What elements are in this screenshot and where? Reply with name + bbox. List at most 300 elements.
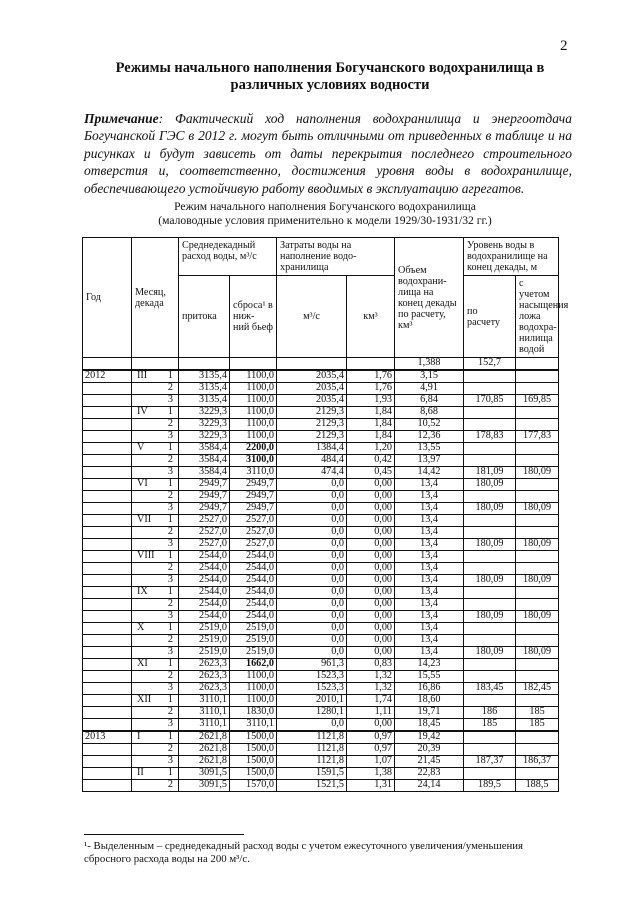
year-cell	[83, 695, 132, 707]
inflow-cell: 2544,0	[179, 599, 230, 611]
water-cost-km3-cell: 0,00	[347, 623, 395, 635]
volume-cell: 13,4	[395, 563, 464, 575]
month-cell	[132, 527, 179, 539]
table-row	[83, 407, 559, 419]
inflow-cell: 3229,3	[179, 419, 230, 431]
month-label: VIII	[137, 550, 155, 562]
discharge-cell: 2527,0	[230, 527, 277, 539]
month-cell	[132, 395, 179, 407]
level-calc-cell: 180,09	[464, 503, 516, 515]
year-cell	[83, 419, 132, 431]
discharge-cell: 1100,0	[230, 683, 277, 695]
water-cost-km3-cell: 0,00	[347, 539, 395, 551]
month-cell	[132, 419, 179, 431]
level-calc-cell	[464, 383, 516, 395]
level-calc-cell	[464, 515, 516, 527]
initial-row	[83, 358, 559, 371]
inflow-cell: 2519,0	[179, 623, 230, 635]
volume-cell: 13,55	[395, 443, 464, 455]
water-cost-m3s-cell: 0,0	[277, 539, 347, 551]
note-paragraph	[84, 110, 572, 197]
volume-cell: 13,4	[395, 539, 464, 551]
table-row	[83, 383, 559, 395]
volume-cell: 24,14	[395, 780, 464, 792]
water-cost-m3s-cell: 1384,4	[277, 443, 347, 455]
month-cell	[132, 611, 179, 623]
level-calc-cell	[464, 527, 516, 539]
month-cell	[132, 671, 179, 683]
volume-cell: 21,45	[395, 756, 464, 768]
level-calc-cell: 183,45	[464, 683, 516, 695]
discharge-cell: 1100,0	[230, 407, 277, 419]
header-water-cost: Затраты воды на наполнение водо- хранилища	[277, 238, 395, 276]
year-cell	[83, 647, 132, 659]
level-bed-cell	[516, 383, 559, 395]
water-cost-m3s-cell: 0,0	[277, 575, 347, 587]
level-calc-cell: 187,37	[464, 756, 516, 768]
water-cost-km3-cell: 1,38	[347, 768, 395, 780]
decade-label: 1	[167, 658, 173, 670]
month-cell	[132, 491, 179, 503]
volume-cell: 13,4	[395, 599, 464, 611]
volume-cell: 13,4	[395, 527, 464, 539]
volume-cell: 6,84	[395, 395, 464, 407]
inflow-cell: 2544,0	[179, 563, 230, 575]
discharge-cell: 1100,0	[230, 383, 277, 395]
table-row	[83, 599, 559, 611]
table-row	[83, 455, 559, 467]
inflow-cell: 3135,4	[179, 383, 230, 395]
table-row	[83, 744, 559, 756]
month-cell	[132, 515, 179, 527]
table-row	[83, 780, 559, 792]
discharge-cell: 2519,0	[230, 647, 277, 659]
water-cost-m3s-cell: 0,0	[277, 635, 347, 647]
month-cell	[132, 455, 179, 467]
inflow-cell: 3135,4	[179, 395, 230, 407]
year-cell	[83, 455, 132, 467]
water-cost-km3-cell: 1,76	[347, 370, 395, 383]
year-cell	[83, 768, 132, 780]
year-cell	[83, 491, 132, 503]
inflow-cell: 2949,7	[179, 479, 230, 491]
month-cell	[132, 370, 179, 383]
header-km3: км³	[347, 276, 395, 358]
decade-label: 1	[167, 406, 173, 418]
month-cell	[132, 756, 179, 768]
header-discharge: сброса¹ в ниж- ний бьеф	[230, 276, 277, 358]
level-calc-cell	[464, 455, 516, 467]
level-calc-cell: 186	[464, 707, 516, 719]
water-cost-m3s-cell: 0,0	[277, 563, 347, 575]
discharge-cell: 1500,0	[230, 768, 277, 780]
water-cost-m3s-cell: 2010,1	[277, 695, 347, 707]
inflow-cell: 3110,1	[179, 707, 230, 719]
table-row	[83, 635, 559, 647]
month-label: II	[137, 767, 144, 779]
water-cost-km3-cell: 0,00	[347, 563, 395, 575]
level-calc-cell: 170,85	[464, 395, 516, 407]
level-calc-cell	[464, 659, 516, 671]
water-cost-km3-cell: 0,83	[347, 659, 395, 671]
month-cell	[132, 563, 179, 575]
inflow-cell: 2623,3	[179, 671, 230, 683]
header-volume: Объем водохрани- лища на конец декады по расчету, км³	[395, 238, 464, 358]
year-cell	[83, 659, 132, 671]
year-cell	[83, 551, 132, 563]
level-calc-cell	[464, 635, 516, 647]
footnote	[84, 840, 554, 866]
level-bed-cell	[516, 768, 559, 780]
water-cost-m3s-cell: 0,0	[277, 479, 347, 491]
discharge-cell: 2200,0	[230, 443, 277, 455]
inflow-cell: 2621,8	[179, 731, 230, 744]
header-level: Уровень воды в водохранилище на конец декады, м	[464, 238, 559, 276]
year-cell	[83, 599, 132, 611]
decade-label: 1	[167, 586, 173, 598]
water-cost-km3-cell: 0,00	[347, 575, 395, 587]
month-cell	[132, 431, 179, 443]
footnote-line-2: сбросного расхода воды на 200 м³/с.	[84, 853, 250, 865]
table-row	[83, 623, 559, 635]
water-cost-m3s-cell: 0,0	[277, 719, 347, 732]
volume-cell: 14,42	[395, 467, 464, 479]
level-bed-cell	[516, 659, 559, 671]
water-cost-m3s-cell: 1591,5	[277, 768, 347, 780]
water-cost-km3-cell: 0,00	[347, 551, 395, 563]
table-caption	[90, 200, 560, 227]
note-label: Примечание	[84, 111, 159, 126]
level-calc-cell	[464, 551, 516, 563]
level-bed-cell	[516, 479, 559, 491]
inflow-cell: 3110,1	[179, 695, 230, 707]
decade-label: 2	[167, 562, 173, 574]
level-calc-cell	[464, 731, 516, 744]
water-cost-km3-cell: 0,00	[347, 479, 395, 491]
water-cost-km3-cell: 0,00	[347, 503, 395, 515]
year-cell	[83, 443, 132, 455]
discharge-cell: 2519,0	[230, 623, 277, 635]
year-cell	[83, 587, 132, 599]
volume-cell: 13,4	[395, 503, 464, 515]
volume-cell: 19,71	[395, 707, 464, 719]
month-label: XII	[137, 694, 152, 706]
level-bed-cell	[516, 455, 559, 467]
inflow-cell: 2527,0	[179, 515, 230, 527]
water-cost-km3-cell: 1,20	[347, 443, 395, 455]
level-calc-cell	[464, 491, 516, 503]
year-cell	[83, 635, 132, 647]
month-label: I	[137, 731, 141, 743]
volume-cell: 13,4	[395, 575, 464, 587]
inflow-cell: 2949,7	[179, 503, 230, 515]
decade-label: 3	[167, 502, 173, 514]
volume-cell: 10,52	[395, 419, 464, 431]
water-cost-km3-cell: 0,45	[347, 467, 395, 479]
water-cost-km3-cell: 0,97	[347, 744, 395, 756]
year-cell	[83, 744, 132, 756]
table-row	[83, 491, 559, 503]
discharge-cell: 2544,0	[230, 551, 277, 563]
month-cell	[132, 731, 179, 744]
caption-line-1: Режим начального наполнения Богучанского водохранилища	[174, 200, 476, 213]
table-row	[83, 611, 559, 623]
decade-label: 2	[167, 454, 173, 466]
table-row	[83, 768, 559, 780]
discharge-cell: 1830,0	[230, 707, 277, 719]
inflow-cell: 3229,3	[179, 407, 230, 419]
level-bed-cell: 180,09	[516, 539, 559, 551]
level-calc-cell: 180,09	[464, 575, 516, 587]
water-cost-km3-cell: 1,11	[347, 707, 395, 719]
month-cell	[132, 623, 179, 635]
level-bed-cell	[516, 443, 559, 455]
inflow-cell: 3229,3	[179, 431, 230, 443]
table-row	[83, 503, 559, 515]
level-calc-cell: 180,09	[464, 479, 516, 491]
table-row	[83, 695, 559, 707]
discharge-cell: 3110,1	[230, 719, 277, 732]
volume-cell: 8,68	[395, 407, 464, 419]
level-calc-cell	[464, 563, 516, 575]
table-row	[83, 671, 559, 683]
inflow-cell: 2519,0	[179, 647, 230, 659]
table-row	[83, 707, 559, 719]
filling-regime-table	[82, 237, 569, 792]
discharge-cell: 2544,0	[230, 599, 277, 611]
water-cost-m3s-cell: 2035,4	[277, 383, 347, 395]
level-bed-cell: 185	[516, 707, 559, 719]
level-bed-cell	[516, 599, 559, 611]
volume-cell: 13,4	[395, 515, 464, 527]
inflow-cell: 2544,0	[179, 551, 230, 563]
inflow-cell: 2621,8	[179, 756, 230, 768]
inflow-cell: 2544,0	[179, 575, 230, 587]
inflow-cell: 3584,4	[179, 467, 230, 479]
discharge-cell: 2949,7	[230, 503, 277, 515]
discharge-cell: 1100,0	[230, 671, 277, 683]
caption-line-2: (маловодные условия применительно к модели 1929/30-1931/32 гг.)	[158, 213, 492, 227]
water-cost-km3-cell: 0,00	[347, 491, 395, 503]
volume-cell: 15,55	[395, 671, 464, 683]
inflow-cell: 2544,0	[179, 587, 230, 599]
discharge-cell: 1100,0	[230, 395, 277, 407]
decade-label: 2	[167, 634, 173, 646]
decade-label: 3	[167, 466, 173, 478]
footnote-line-1: ¹- Выделенным – среднедекадный расход воды с учетом ежесуточного увеличения/уменьшения	[84, 840, 524, 852]
discharge-cell: 1570,0	[230, 780, 277, 792]
level-bed-cell	[516, 515, 559, 527]
water-cost-m3s-cell: 474,4	[277, 467, 347, 479]
decade-label: 1	[167, 622, 173, 634]
water-cost-m3s-cell: 1121,8	[277, 756, 347, 768]
month-cell	[132, 479, 179, 491]
month-label: X	[137, 622, 145, 634]
initial-volume: 1,388	[395, 358, 464, 371]
year-cell	[83, 515, 132, 527]
level-calc-cell	[464, 370, 516, 383]
level-bed-cell	[516, 563, 559, 575]
discharge-cell: 2544,0	[230, 587, 277, 599]
volume-cell: 14,23	[395, 659, 464, 671]
month-cell	[132, 659, 179, 671]
level-bed-cell: 180,09	[516, 611, 559, 623]
year-cell	[83, 395, 132, 407]
year-cell	[83, 575, 132, 587]
level-bed-cell: 180,09	[516, 575, 559, 587]
decade-label: 2	[167, 598, 173, 610]
discharge-cell: 3110,0	[230, 467, 277, 479]
decade-label: 2	[167, 490, 173, 502]
month-label: IX	[137, 586, 148, 598]
discharge-cell: 2544,0	[230, 575, 277, 587]
volume-cell: 20,39	[395, 744, 464, 756]
month-cell	[132, 407, 179, 419]
level-calc-cell	[464, 768, 516, 780]
level-calc-cell	[464, 443, 516, 455]
year-cell	[83, 611, 132, 623]
discharge-cell: 2949,7	[230, 491, 277, 503]
table-row	[83, 719, 559, 732]
water-cost-km3-cell: 1,84	[347, 419, 395, 431]
volume-cell: 3,15	[395, 370, 464, 383]
table-row	[83, 515, 559, 527]
water-cost-km3-cell: 0,42	[347, 455, 395, 467]
volume-cell: 18,45	[395, 719, 464, 732]
water-cost-m3s-cell: 0,0	[277, 551, 347, 563]
water-cost-m3s-cell: 961,3	[277, 659, 347, 671]
decade-label: 2	[167, 743, 173, 755]
month-cell	[132, 575, 179, 587]
water-cost-m3s-cell: 2129,3	[277, 431, 347, 443]
initial-level: 152,7	[464, 358, 516, 371]
table-row	[83, 370, 559, 383]
month-cell	[132, 443, 179, 455]
volume-cell: 19,42	[395, 731, 464, 744]
document-title	[70, 60, 590, 94]
decade-label: 2	[167, 418, 173, 430]
volume-cell: 13,97	[395, 455, 464, 467]
discharge-cell: 1500,0	[230, 756, 277, 768]
water-cost-m3s-cell: 0,0	[277, 515, 347, 527]
month-cell	[132, 467, 179, 479]
month-cell	[132, 599, 179, 611]
water-cost-m3s-cell: 0,0	[277, 527, 347, 539]
water-cost-km3-cell: 0,00	[347, 719, 395, 732]
water-cost-m3s-cell: 0,0	[277, 611, 347, 623]
month-label: IV	[137, 406, 148, 418]
year-cell	[83, 563, 132, 575]
level-bed-cell	[516, 491, 559, 503]
level-bed-cell: 169,85	[516, 395, 559, 407]
discharge-cell: 2544,0	[230, 563, 277, 575]
water-cost-m3s-cell: 0,0	[277, 491, 347, 503]
title-line-2: различных условиях водности	[230, 77, 430, 93]
level-calc-cell	[464, 695, 516, 707]
page-number: 2	[560, 38, 568, 54]
year-cell: 2013	[83, 731, 132, 744]
level-bed-cell	[516, 744, 559, 756]
level-calc-cell: 178,83	[464, 431, 516, 443]
water-cost-km3-cell: 1,76	[347, 383, 395, 395]
inflow-cell: 2623,3	[179, 683, 230, 695]
discharge-cell: 2949,7	[230, 479, 277, 491]
inflow-cell: 3135,4	[179, 370, 230, 383]
table-row	[83, 587, 559, 599]
water-cost-km3-cell: 0,00	[347, 587, 395, 599]
month-cell	[132, 647, 179, 659]
header-m3s: м³/с	[277, 276, 347, 358]
level-bed-cell: 186,37	[516, 756, 559, 768]
volume-cell: 4,91	[395, 383, 464, 395]
volume-cell: 12,36	[395, 431, 464, 443]
level-bed-cell	[516, 671, 559, 683]
volume-cell: 13,4	[395, 623, 464, 635]
inflow-cell: 2527,0	[179, 527, 230, 539]
water-cost-m3s-cell: 484,4	[277, 455, 347, 467]
decade-label: 2	[167, 382, 173, 394]
water-cost-m3s-cell: 2129,3	[277, 419, 347, 431]
volume-cell: 13,4	[395, 635, 464, 647]
discharge-cell: 1100,0	[230, 419, 277, 431]
table-row	[83, 431, 559, 443]
month-cell	[132, 695, 179, 707]
month-label: III	[137, 370, 148, 382]
year-cell	[83, 431, 132, 443]
table-row	[83, 731, 559, 744]
table-row	[83, 539, 559, 551]
header-calc: по расчету	[464, 276, 516, 358]
inflow-cell: 3091,5	[179, 780, 230, 792]
month-cell	[132, 707, 179, 719]
table-row	[83, 683, 559, 695]
level-calc-cell: 180,09	[464, 647, 516, 659]
water-cost-m3s-cell: 1121,8	[277, 744, 347, 756]
inflow-cell: 2949,7	[179, 491, 230, 503]
decade-label: 1	[167, 514, 173, 526]
inflow-cell: 3584,4	[179, 443, 230, 455]
level-bed-cell: 180,09	[516, 647, 559, 659]
table-row	[83, 647, 559, 659]
water-cost-m3s-cell: 0,0	[277, 647, 347, 659]
level-bed-cell	[516, 731, 559, 744]
month-cell	[132, 683, 179, 695]
discharge-cell: 2527,0	[230, 515, 277, 527]
discharge-cell: 1100,0	[230, 370, 277, 383]
level-bed-cell: 188,5	[516, 780, 559, 792]
level-bed-cell	[516, 551, 559, 563]
header-year: Год	[83, 238, 132, 358]
decade-label: 1	[167, 550, 173, 562]
year-cell	[83, 503, 132, 515]
year-cell	[83, 671, 132, 683]
inflow-cell: 2621,8	[179, 744, 230, 756]
year-cell: 2012	[83, 370, 132, 383]
level-calc-cell	[464, 407, 516, 419]
water-cost-m3s-cell: 0,0	[277, 599, 347, 611]
title-line-1: Режимы начального наполнения Богучанского водохранилища в	[115, 60, 545, 76]
volume-cell: 22,83	[395, 768, 464, 780]
table-row	[83, 527, 559, 539]
year-cell	[83, 479, 132, 491]
level-bed-cell	[516, 635, 559, 647]
decade-label: 3	[167, 755, 173, 767]
decade-label: 3	[167, 574, 173, 586]
water-cost-m3s-cell: 1280,1	[277, 707, 347, 719]
month-cell	[132, 551, 179, 563]
month-cell	[132, 503, 179, 515]
month-cell	[132, 719, 179, 732]
